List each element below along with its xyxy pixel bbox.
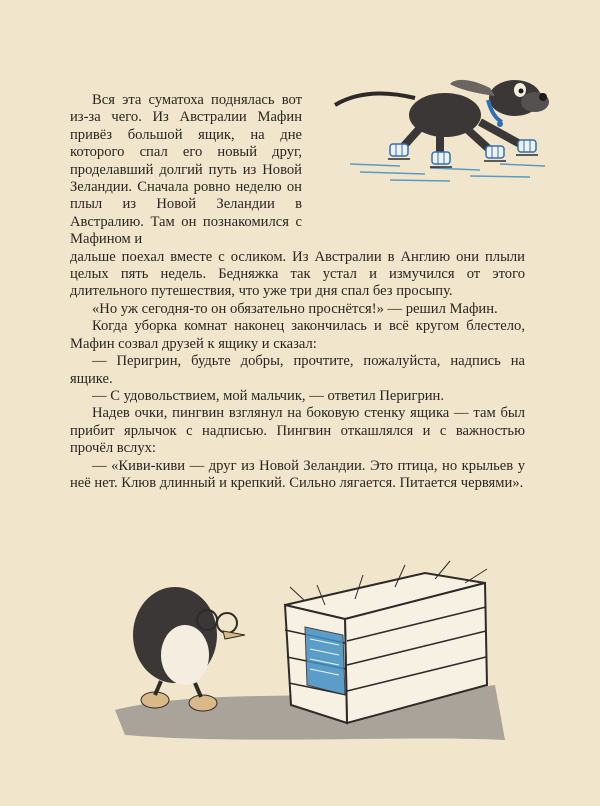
- paragraph-3: Когда уборка комнат наконец закончилась и всё кругом блестело, Мафин созвал друзей к ящику и сказал:: [70, 318, 525, 352]
- penguin-crate-illustration: [95, 535, 525, 750]
- paragraph-1: [70, 92, 525, 301]
- paragraph-7: — «Киви-киви — друг из Новой Зеландии. Это птица, но крыльев у неё нет. Клюв длинный и крепкий. Сильно лягается. Питается червями».: [70, 457, 525, 491]
- paragraph-1-wide: дальше поехал вместе с осликом. Из Австралии в Англию они плыли целых пять недель. Бедняжка так устал и измучился от этого длительного путешествия, что уже три дня спал без просыпу.: [70, 248, 525, 300]
- paragraph-1-narrow: Вся эта суматоха поднялась вот из-за чего. Из Австралии Мафин привёз большой ящик, на дне которого спал его новый друг, проделавший долгий путь из Новой Зеландии. Сначала ровно неделю он плыл из Новой Зеландии в Австралию. Там он познакомился с Мафином и: [70, 92, 302, 248]
- story-text: [70, 92, 525, 492]
- paragraph-5: — С удовольствием, мой мальчик, — ответил Перигрин.: [92, 387, 445, 404]
- paragraph-2: «Но уж сегодня-то он обязательно проснётся!» — решил Мафин.: [92, 300, 498, 317]
- paragraph-4: — Перигрин, будьте добры, прочтите, пожалуйста, надпись на ящике.: [70, 353, 525, 387]
- paragraph-6: Надев очки, пингвин взглянул на боковую стенку ящика — там был прибит ярлычок с надписью. Пингвин откашлялся и с важностью прочёл вслух:: [70, 405, 525, 457]
